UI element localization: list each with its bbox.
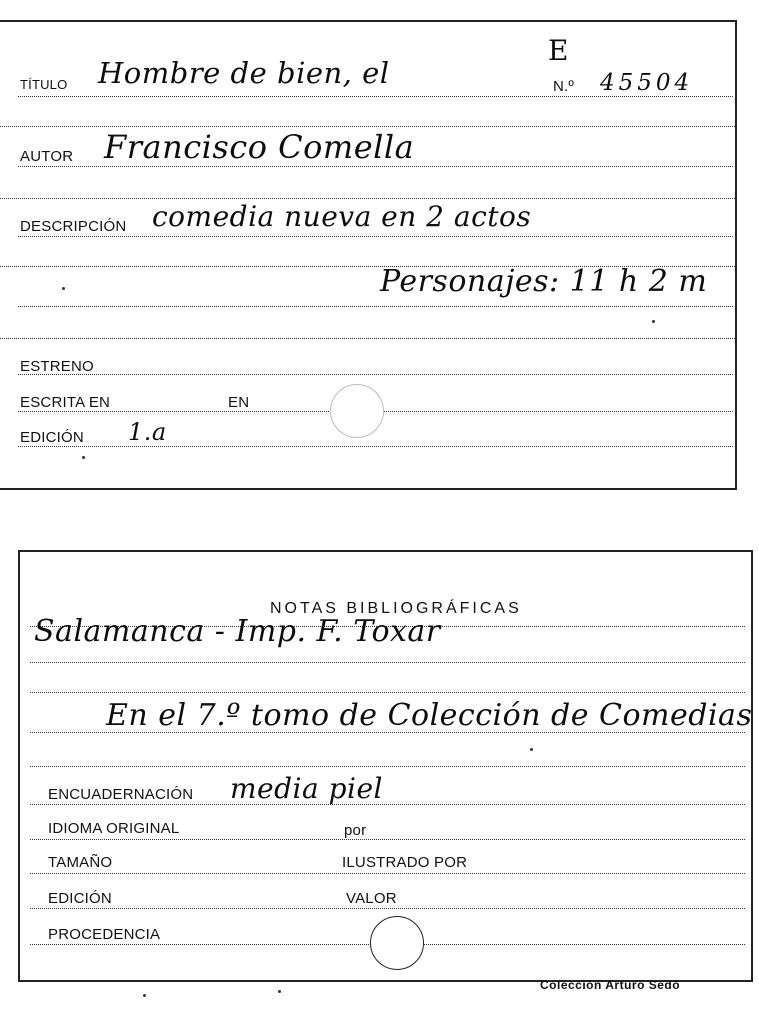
autor-label: AUTOR bbox=[20, 148, 74, 165]
ruled-line bbox=[18, 236, 733, 237]
escrita-label: ESCRITA EN bbox=[20, 394, 111, 411]
ruled-line bbox=[18, 374, 733, 375]
estreno-label: ESTRENO bbox=[20, 358, 94, 375]
collection-footer: Colección Arturo Sedó bbox=[540, 978, 681, 992]
ruled-line bbox=[30, 732, 745, 733]
ruled-line bbox=[30, 692, 745, 693]
notas-heading: NOTAS BIBLIOGRÁFICAS bbox=[270, 600, 522, 617]
descripcion-extra: Personajes: 11 h 2 m bbox=[380, 264, 708, 299]
numero-value: 45504 bbox=[600, 70, 694, 96]
edicion-label: EDICIÓN bbox=[20, 429, 84, 446]
punch-hole bbox=[330, 384, 384, 438]
punch-hole bbox=[370, 916, 424, 970]
ilustrado-label: ILUSTRADO POR bbox=[342, 854, 468, 871]
por-label: por bbox=[344, 822, 367, 839]
descripcion-label: DESCRIPCIÓN bbox=[20, 218, 127, 235]
idioma-label: IDIOMA ORIGINAL bbox=[48, 820, 180, 837]
titulo-value: Hombre de bien, el bbox=[98, 56, 390, 90]
ruled-line bbox=[30, 766, 745, 767]
tamano-label: TAMAÑO bbox=[48, 854, 113, 871]
scan-speck bbox=[278, 990, 281, 993]
catalog-card-bottom bbox=[18, 550, 753, 982]
ruled-line bbox=[18, 166, 733, 167]
descripcion-value: comedia nueva en 2 actos bbox=[152, 200, 532, 233]
ruled-line bbox=[30, 804, 745, 805]
edicion-bottom-label: EDICIÓN bbox=[48, 890, 112, 907]
note-line-1: Salamanca - Imp. F. Toxar bbox=[34, 614, 441, 649]
scan-speck bbox=[143, 994, 146, 997]
titulo-label: TÍTULO bbox=[20, 77, 68, 92]
note-line-2: En el 7.º tomo de Colección de Comedias bbox=[106, 698, 753, 733]
numero-label: N.º bbox=[553, 78, 575, 95]
encuadernacion-value: media piel bbox=[230, 772, 383, 805]
valor-label: VALOR bbox=[346, 890, 397, 907]
catalog-card-top bbox=[0, 20, 737, 490]
escrita-en-label: EN bbox=[228, 394, 250, 411]
ruled-line bbox=[30, 662, 745, 663]
scan-speck bbox=[530, 748, 533, 751]
autor-value: Francisco Comella bbox=[104, 128, 415, 166]
scan-speck bbox=[62, 287, 65, 290]
ruled-line bbox=[0, 338, 735, 339]
ruled-line bbox=[18, 96, 733, 97]
edicion-value: 1.a bbox=[128, 418, 167, 446]
ruled-line bbox=[18, 446, 733, 447]
scan-speck bbox=[652, 320, 655, 323]
ruled-line bbox=[30, 839, 745, 840]
ruled-line bbox=[30, 873, 745, 874]
scan-speck bbox=[82, 456, 85, 459]
ruled-line bbox=[0, 126, 735, 127]
card-mark: E bbox=[548, 34, 569, 67]
procedencia-label: PROCEDENCIA bbox=[48, 926, 161, 943]
ruled-line bbox=[0, 198, 735, 199]
ruled-line bbox=[18, 306, 733, 307]
encuadernacion-label: ENCUADERNACIÓN bbox=[48, 786, 194, 803]
ruled-line bbox=[30, 908, 745, 909]
